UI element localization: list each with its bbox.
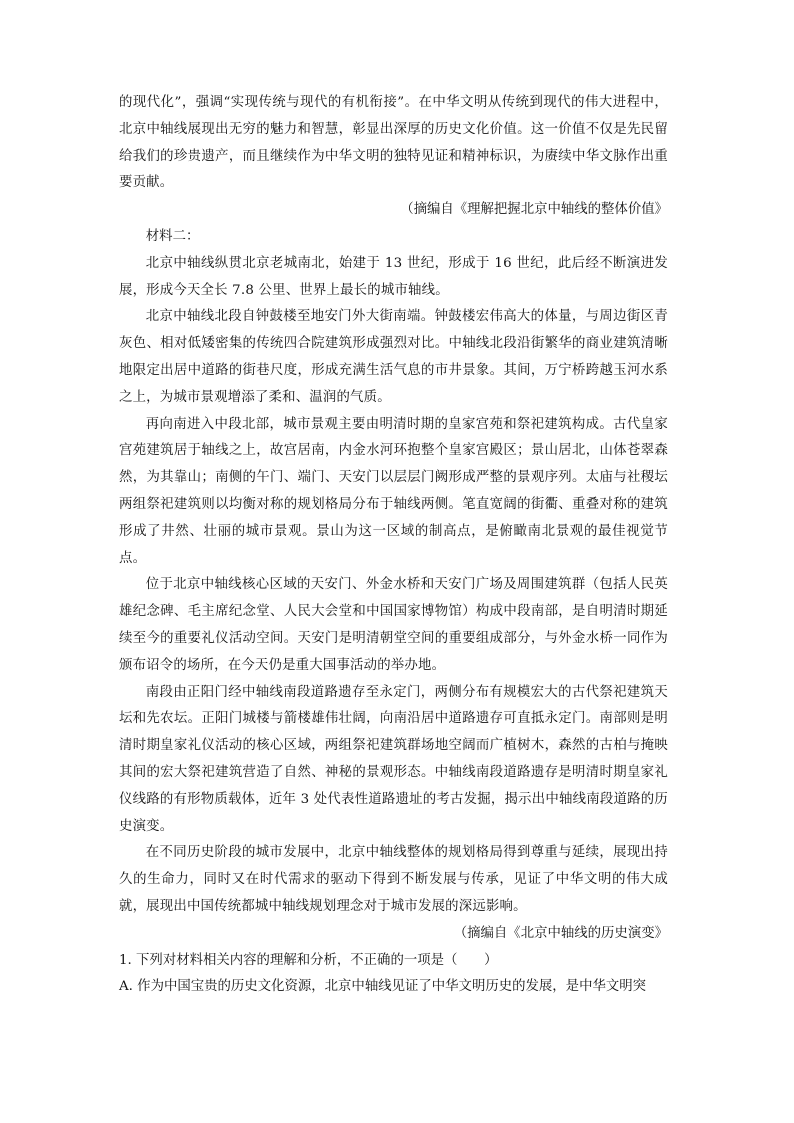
paragraph-2: 北京中轴线北段自钟鼓楼至地安门外大街南端。钟鼓楼宏伟高大的体量，与周边街区青灰色、相对低矮密集的传统四合院建筑形成强烈对比。中轴线北段沿街繁华的商业建筑清晰地限定出居中道路的街巷尺度，形成充满生活气息的市井景象。其间，万宁桥跨越玉河水系之上，为城市景观增添了柔和、温润的气质。 xyxy=(119,309,668,405)
source-citation-1: （摘编自《理解把握北京中轴线的整体价值》 xyxy=(400,202,668,218)
paragraph-1: 北京中轴线纵贯北京老城南北，始建于 13 世纪，形成于 16 世纪，此后经不断演进发展，形成今天全长 7.8 公里、世界上最长的城市轴线。 xyxy=(119,255,668,298)
question-1: 1. 下列对材料相关内容的理解和分析，不正确的一项是（ ） xyxy=(119,952,498,968)
document-page xyxy=(119,90,668,1001)
paragraph-3: 再向南进入中段北部，城市景观主要由明清时期的皇家宫苑和祭祀建筑构成。古代皇家宫苑建筑居于轴线之上，故宫居南，内金水河环抱整个皇家宫殿区；景山居北，山体苍翠森然，为其靠山；南侧的午门、端门、天安门以层层门阙形成严整的景观序列。太庙与社稷坛两组祭祀建筑则以均衡对称的规划格局分布于轴线两侧。笔直宽阔的街衢、重叠对称的建筑形成了井然、壮丽的城市景观。景山为这一区域的制高点，是俯瞰南北景观的最佳视觉节点。 xyxy=(119,416,668,566)
paragraph-4: 位于北京中轴线核心区域的天安门、外金水桥和天安门广场及周围建筑群（包括人民英雄纪念碑、毛主席纪念堂、人民大会堂和中国国家博物馆）构成中段南部，是自明清时期延续至今的重要礼仪活动空间。天安门是明清朝堂空间的重要组成部分，与外金水桥一同作为颁布诏令的场所，在今天仍是重大国事活动的举办地。 xyxy=(119,577,668,673)
option-a: A. 作为中国宝贵的历史文化资源，北京中轴线见证了中华文明历史的发展，是中华文明突 xyxy=(119,979,647,995)
paragraph-6: 在不同历史阶段的城市发展中，北京中轴线整体的规划格局得到尊重与延续，展现出持久的生命力，同时又在时代需求的驱动下得到不断发展与传承，见证了中华文明的伟大成就，展现出中国传统都城中轴线规划理念对于城市发展的深远影响。 xyxy=(119,845,668,914)
source-citation-2: （摘编自《北京中轴线的历史演变》 xyxy=(453,925,668,941)
paragraph-5: 南段由正阳门经中轴线南段道路遗存至永定门，两侧分布有规模宏大的古代祭祀建筑天坛和先农坛。正阳门城楼与箭楼雄伟壮阔，向南沿居中道路遗存可直抵永定门。南部则是明清时期皇家礼仪活动的核心区域，两组祭祀建筑群场地空阔而广植树木，森然的古柏与掩映其间的宏大祭祀建筑营造了自然、神秘的景观形态。中轴线南段道路遗存是明清时期皇家礼仪线路的有形物质载体，近年 3 处代表性道路遗址的考古发掘，揭示出中轴线南段道路的历史演变。 xyxy=(119,684,668,834)
material-2-label: 材料二： xyxy=(145,228,200,244)
intro-paragraph: 的现代化”，强调“实现传统与现代的有机衔接”。在中华文明从传统到现代的伟大进程中，北京中轴线展现出无穷的魅力和智慧，彰显出深厚的历史文化价值。这一价值不仅是先民留给我们的珍贵遗产，而且继续作为中华文明的独特见证和精神标识，为赓续中华文脉作出重要贡献。 xyxy=(119,95,668,191)
